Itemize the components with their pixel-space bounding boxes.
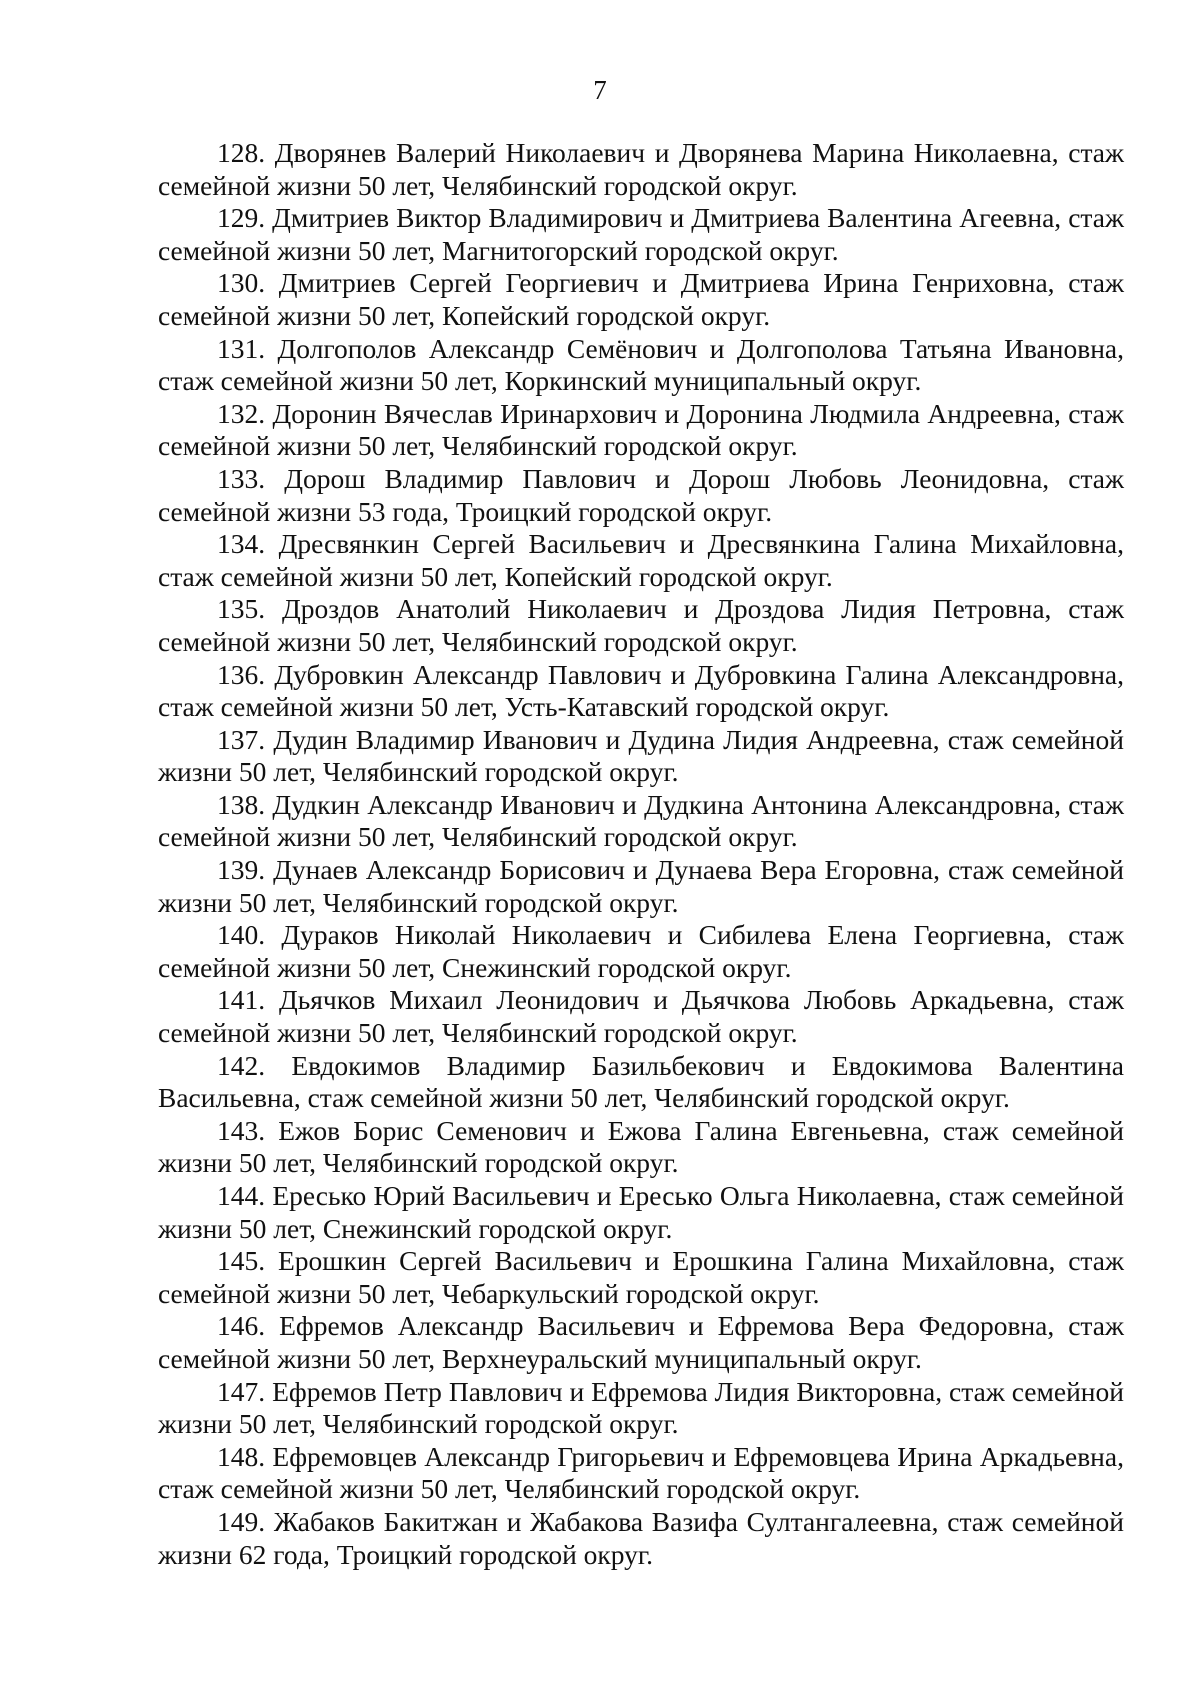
list-item: 147. Ефремов Петр Павлович и Ефремова Лидия Викторовна, стаж семейной жизни 50 лет, Челябинский городской округ.: [158, 1375, 1124, 1440]
list-item: 131. Долгополов Александр Семёнович и Долгополова Татьяна Ивановна, стаж семейной жизни 50 лет, Коркинский муниципальный округ.: [158, 332, 1124, 397]
list-item: 135. Дроздов Анатолий Николаевич и Дроздова Лидия Петровна, стаж семейной жизни 50 лет, Челябинский городской округ.: [158, 593, 1124, 657]
list-item: 133. Дорош Владимир Павлович и Дорош Любовь Леонидовна, стаж семейной жизни 53 года, Троицкий городской округ.: [158, 462, 1124, 527]
list-item: 139. Дунаев Александр Борисович и Дунаева Вера Егоровна, стаж семейной жизни 50 лет, Челябинский городской округ.: [158, 854, 1124, 918]
list-item: 134. Дресвянкин Сергей Васильевич и Дресвянкина Галина Михайловна, стаж семейной жизни 50 лет, Копейский городской округ.: [158, 528, 1124, 592]
list-item: 142. Евдокимов Владимир Базильбекович и Евдокимова Валентина Васильевна, стаж семейной жизни 50 лет, Челябинский городской округ.: [158, 1049, 1124, 1114]
list-item: 130. Дмитриев Сергей Георгиевич и Дмитриева Ирина Генриховна, стаж семейной жизни 50 лет, Копейский городской округ.: [158, 267, 1124, 331]
list-item: 143. Ежов Борис Семенович и Ежова Галина Евгеньевна, стаж семейной жизни 50 лет, Челябинский городской округ.: [158, 1114, 1124, 1179]
list-item: 146. Ефремов Александр Васильевич и Ефремова Вера Федоровна, стаж семейной жизни 50 лет, Верхнеуральский муниципальный округ.: [158, 1310, 1124, 1374]
award-list: [158, 137, 1124, 1571]
list-item: 145. Ерошкин Сергей Васильевич и Ерошкина Галина Михайловна, стаж семейной жизни 50 лет, Чебаркульский городской округ.: [158, 1245, 1124, 1309]
list-item: 128. Дворянев Валерий Николаевич и Дворянева Марина Николаевна, стаж семейной жизни 50 лет, Челябинский городской округ.: [158, 137, 1124, 201]
page-number: 7: [593, 75, 607, 105]
list-item: 132. Доронин Вячеслав Иринархович и Доронина Людмила Андреевна, стаж семейной жизни 50 лет, Челябинский городской округ.: [158, 397, 1124, 462]
list-item: 144. Ересько Юрий Васильевич и Ересько Ольга Николаевна, стаж семейной жизни 50 лет, Снежинский городской округ.: [158, 1180, 1124, 1244]
list-item: 129. Дмитриев Виктор Владимирович и Дмитриева Валентина Агеевна, стаж семейной жизни 50 лет, Магнитогорский городской округ.: [158, 202, 1124, 266]
list-item: 137. Дудин Владимир Иванович и Дудина Лидия Андреевна, стаж семейной жизни 50 лет, Челябинский городской округ.: [158, 723, 1124, 788]
list-item: 136. Дубровкин Александр Павлович и Дубровкина Галина Александровна, стаж семейной жизни 50 лет, Усть-Катавский городской округ.: [158, 658, 1124, 723]
list-item: 149. Жабаков Бакитжан и Жабакова Вазифа Султангалеевна, стаж семейной жизни 62 года, Троицкий городской округ.: [158, 1505, 1124, 1570]
list-item: 148. Ефремовцев Александр Григорьевич и Ефремовцева Ирина Аркадьевна, стаж семейной жизни 50 лет, Челябинский городской округ.: [158, 1440, 1124, 1505]
list-item: 141. Дьячков Михаил Леонидович и Дьячкова Любовь Аркадьевна, стаж семейной жизни 50 лет, Челябинский городской округ.: [158, 984, 1124, 1049]
list-item: 138. Дудкин Александр Иванович и Дудкина Антонина Александровна, стаж семейной жизни 50 лет, Челябинский городской округ.: [158, 788, 1124, 853]
list-item: 140. Дураков Николай Николаевич и Сибилева Елена Георгиевна, стаж семейной жизни 50 лет, Снежинский городской округ.: [158, 919, 1124, 983]
